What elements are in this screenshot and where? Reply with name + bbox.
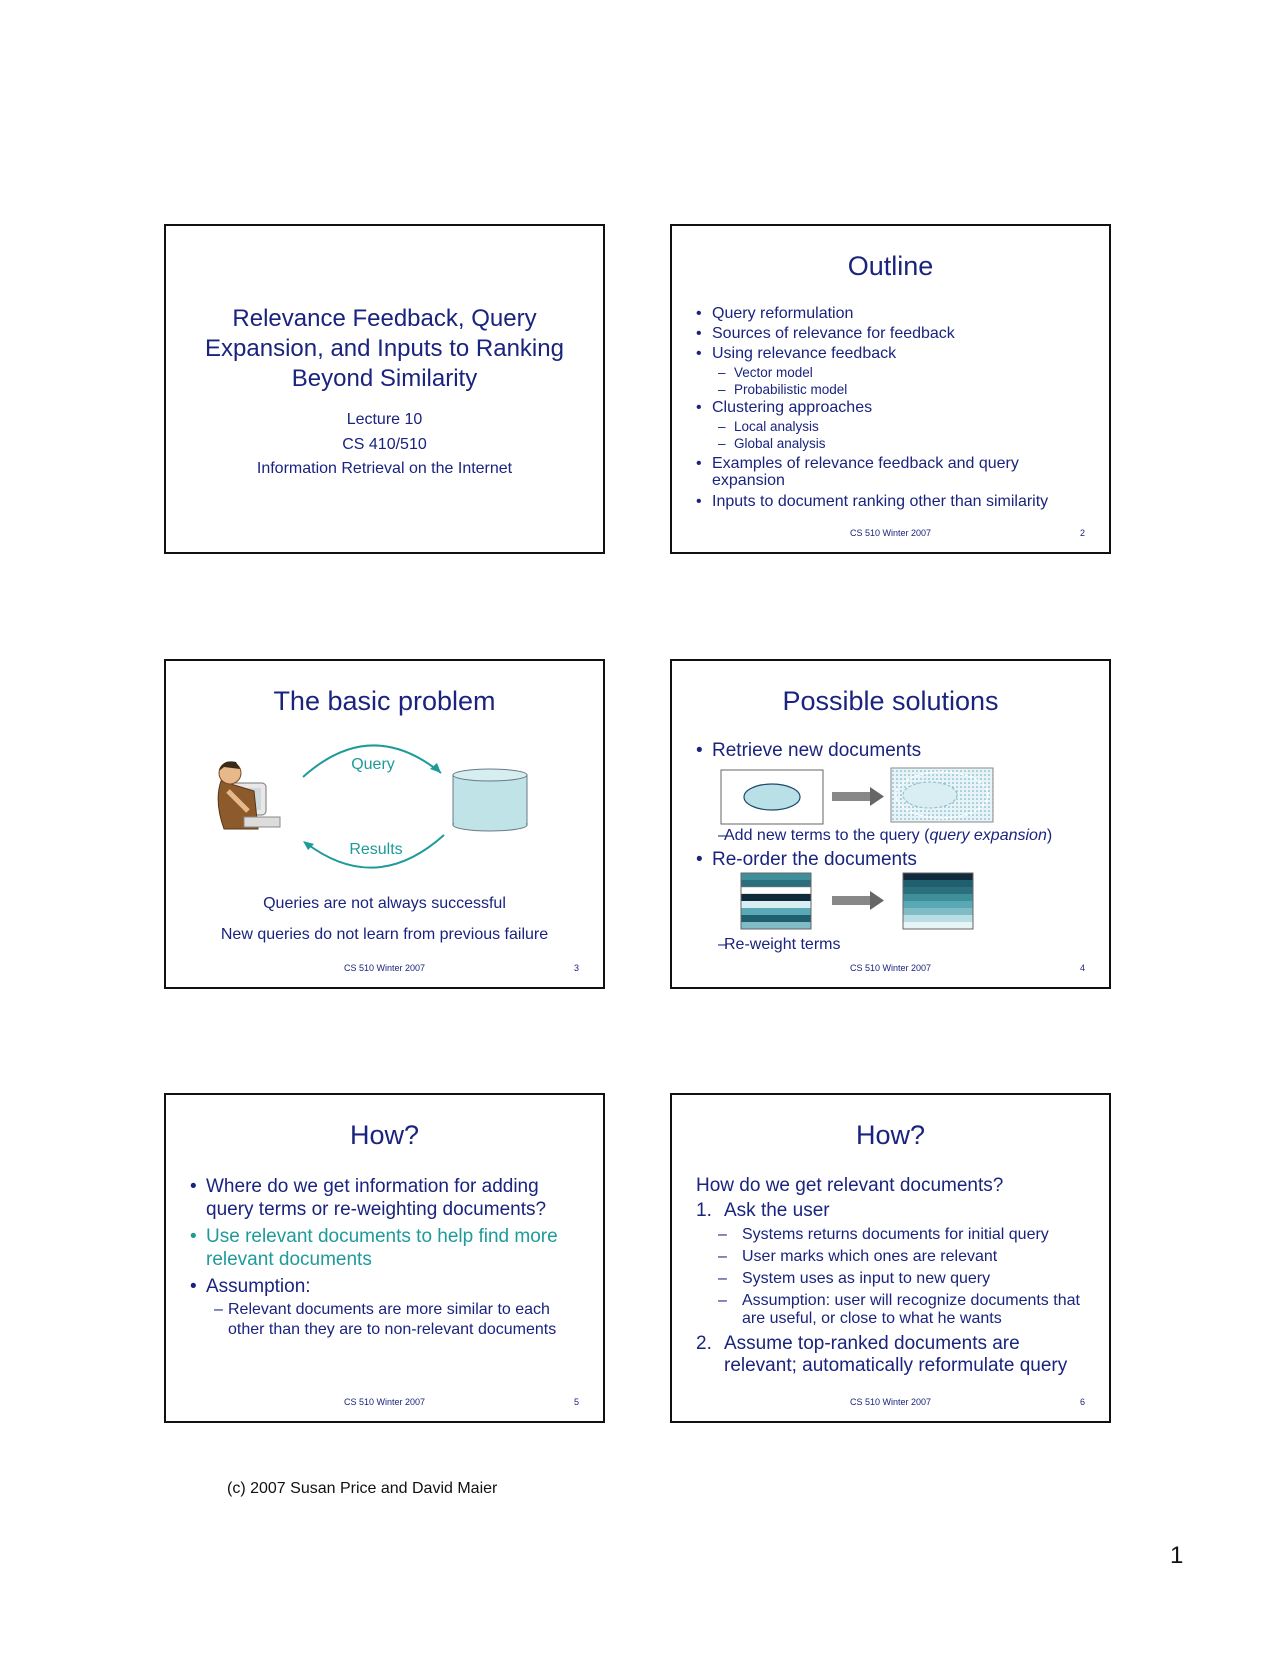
slide-3	[164, 659, 605, 989]
query-diagram	[166, 731, 603, 871]
query-label: Query	[351, 756, 395, 773]
ordered-stripes	[903, 873, 973, 929]
outline-item: • Clustering approaches	[694, 398, 1094, 418]
item-text: Ask the user	[724, 1200, 830, 1221]
how-subitem: – Systems returns documents for initial query	[696, 1226, 1096, 1244]
outline-item: • Inputs to document ranking other than similarity	[694, 492, 1094, 512]
right-arrow-icon	[870, 787, 884, 806]
course-label: CS 410/510	[342, 436, 427, 453]
expansion-emphasis: query expansion	[929, 827, 1047, 844]
slide-number: 3	[573, 963, 579, 973]
how-bullet-highlight: • Use relevant documents to help find more relevant documents	[188, 1225, 583, 1271]
how-bullet: • Where do we get information for adding query terms or re-weighting documents?	[188, 1175, 583, 1221]
results-label: Results	[349, 841, 403, 858]
footer-course: CS 510 Winter 2007	[343, 963, 426, 973]
solution-bullet-1: • Retrieve new documents	[694, 740, 921, 762]
expansion-close: )	[1046, 827, 1053, 844]
outline-item: • Examples of relevance feedback and query expansion	[694, 455, 1094, 489]
solution-sub-1	[694, 827, 1052, 845]
outline-item: • Using relevance feedback	[694, 344, 1094, 364]
page-number: 1	[1170, 1542, 1184, 1569]
outline-list	[694, 304, 1094, 512]
item-number: 2.	[696, 1333, 712, 1354]
user-at-computer-icon	[218, 761, 280, 829]
slide-number: 2	[1079, 528, 1085, 538]
slide-2	[670, 224, 1111, 554]
item-text: Assume top-ranked documents are relevant; automatically reformulate query	[724, 1333, 1068, 1376]
slide-5-title: How?	[349, 1120, 420, 1150]
solution-sub-2: – Re-weight terms	[694, 936, 840, 954]
outline-subitem: – Local analysis	[694, 418, 1094, 435]
copyright-notice: (c) 2007 Susan Price and David Maier	[227, 1480, 498, 1497]
footer-course: CS 510 Winter 2007	[849, 963, 932, 973]
slide-number: 4	[1079, 963, 1085, 973]
outline-item: • Sources of relevance for feedback	[694, 324, 1094, 344]
course-name: Information Retrieval on the Internet	[256, 460, 513, 477]
problem-line-1: Queries are not always successful	[263, 895, 506, 912]
query-ellipse	[744, 784, 800, 810]
unordered-stripes	[741, 873, 811, 929]
slide-1-title: Relevance Feedback, Query Expansion, and Inputs to Ranking Beyond Similarity	[205, 305, 564, 392]
right-arrow-icon	[870, 891, 884, 910]
item-number: 1.	[696, 1200, 712, 1221]
how-subbullet: – Relevant documents are more similar to each other than they are to non-relevant documents	[188, 1300, 583, 1340]
slide-1	[164, 224, 605, 554]
outline-item: • Query reformulation	[694, 304, 1094, 324]
how-item-1	[696, 1200, 1096, 1222]
how-item-2	[696, 1333, 1096, 1377]
slide-6-title: How?	[855, 1120, 926, 1150]
how-bullet: • Assumption:	[188, 1275, 583, 1298]
outline-subitem: – Vector model	[694, 364, 1094, 381]
expansion-diagram	[672, 766, 1109, 828]
outline-subitem: – Global analysis	[694, 435, 1094, 452]
reorder-diagram	[672, 872, 1109, 934]
how-lead: How do we get relevant documents?	[696, 1175, 1004, 1196]
footer-course: CS 510 Winter 2007	[343, 1397, 426, 1407]
slide-number: 5	[573, 1397, 579, 1407]
how-subitem: – System uses as input to new query	[696, 1270, 1096, 1288]
expansion-text: Add new terms to the query (	[724, 827, 930, 844]
solution-bullet-2: • Re-order the documents	[694, 849, 917, 871]
outline-subitem: – Probabilistic model	[694, 381, 1094, 398]
footer-course: CS 510 Winter 2007	[849, 1397, 932, 1407]
lecture-label: Lecture 10	[346, 411, 423, 428]
database-icon	[453, 769, 527, 831]
slide-4-title: Possible solutions	[782, 686, 999, 716]
footer-course: CS 510 Winter 2007	[849, 528, 932, 538]
problem-line-2: New queries do not learn from previous failure	[220, 926, 549, 943]
how-list	[188, 1175, 583, 1340]
how-subitem: – User marks which ones are relevant	[696, 1248, 1096, 1266]
how-subitem: – Assumption: user will recognize documents that are useful, or close to what he wants	[696, 1292, 1096, 1328]
slide-3-title: The basic problem	[273, 686, 496, 716]
slide-2-title: Outline	[847, 251, 934, 281]
slide-number: 6	[1079, 1397, 1085, 1407]
slide-5	[164, 1093, 605, 1423]
how-body	[696, 1174, 1096, 1377]
slide-6	[670, 1093, 1111, 1423]
slide-4	[670, 659, 1111, 989]
original-ellipse	[903, 782, 957, 808]
